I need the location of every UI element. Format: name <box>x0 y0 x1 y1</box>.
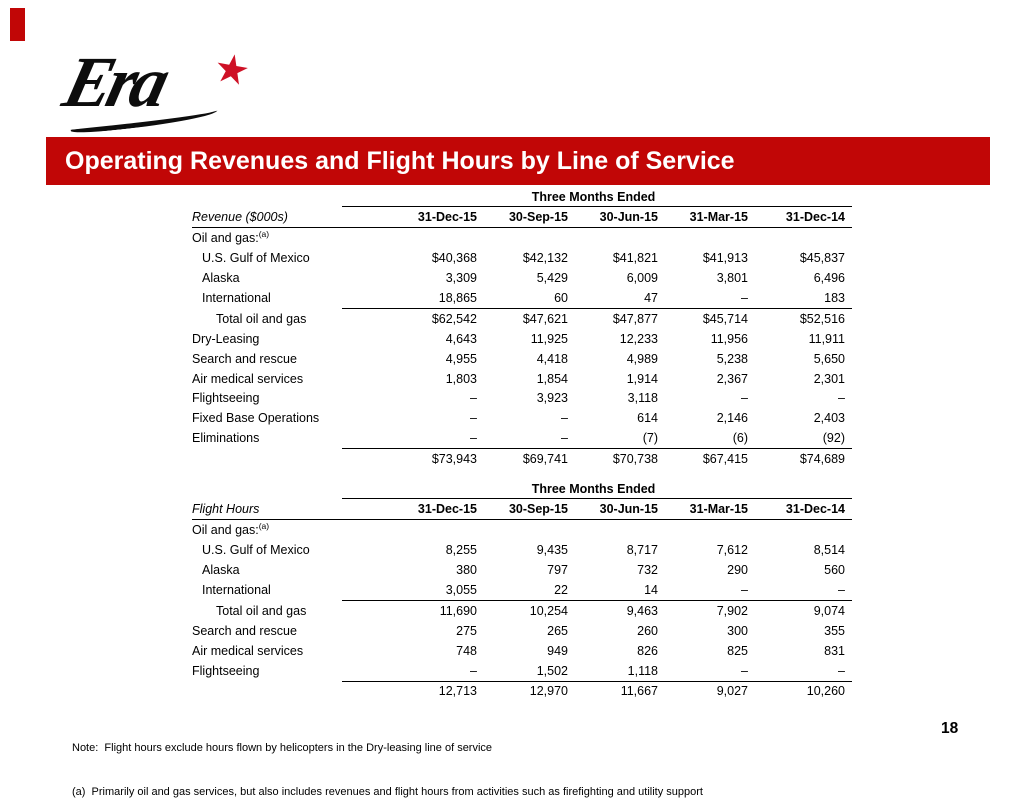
value-cell: 12,233 <box>619 331 658 346</box>
value-cell: $41,913 <box>702 251 748 266</box>
value-cell <box>342 228 477 248</box>
group-header: Three Months Ended <box>342 187 852 207</box>
value-cell <box>477 520 568 540</box>
revenue-table <box>192 187 852 469</box>
value-cell <box>477 228 568 248</box>
footnote-a: (a) Primarily oil and gas services, but also includes revenues and flight hours from activities such as firefighting and utility support <box>72 785 703 798</box>
title-bar <box>46 137 990 185</box>
row-label: Search and rescue <box>192 623 297 638</box>
column-header: 31-Mar-15 <box>658 207 748 228</box>
value-cell: 1,914 <box>626 371 658 386</box>
footnote-ref: (a) <box>258 521 270 532</box>
value-cell: (92) <box>748 428 852 448</box>
value-cell: 2,367 <box>716 371 748 386</box>
table-caption-label: Flight Hours <box>192 499 342 520</box>
value-cell: 183 <box>748 288 852 308</box>
value-cell: – <box>470 411 477 426</box>
row-label: Total oil and gas <box>216 603 307 618</box>
value-cell: $69,741 <box>522 452 568 467</box>
value-cell: 5,650 <box>813 351 845 366</box>
value-cell: 9,435 <box>536 543 568 558</box>
value-cell: 5,238 <box>716 351 748 366</box>
footnote-ref: (a) <box>258 229 270 240</box>
group-header-row <box>192 479 852 499</box>
value-cell: – <box>342 428 477 448</box>
table-row <box>192 389 852 409</box>
value-cell: 10,260 <box>806 684 845 699</box>
value-cell: – <box>748 580 852 600</box>
value-cell: 6,009 <box>626 271 658 286</box>
value-cell: $41,821 <box>612 251 658 266</box>
value-cell: $62,542 <box>431 311 477 326</box>
column-header: 30-Sep-15 <box>477 207 568 228</box>
table-row <box>192 540 852 560</box>
note-line: Note: Flight hours exclude hours flown by helicopters in the Dry-leasing line of service <box>72 742 493 754</box>
column-header: 30-Jun-15 <box>568 207 658 228</box>
value-cell: 9,463 <box>626 603 658 618</box>
value-cell: 11,690 <box>439 603 477 618</box>
column-header: 31-Dec-14 <box>748 499 852 520</box>
row-label <box>192 681 342 701</box>
value-cell: 4,418 <box>536 351 568 366</box>
value-cell: 3,801 <box>716 271 748 286</box>
value-cell: $47,877 <box>612 311 658 326</box>
table-row <box>192 520 852 540</box>
value-cell <box>568 520 658 540</box>
value-cell <box>342 520 477 540</box>
row-label: Flightseeing <box>192 391 260 406</box>
value-cell: $45,837 <box>799 251 845 266</box>
value-cell: $73,943 <box>431 452 477 467</box>
value-cell: 22 <box>477 580 568 600</box>
value-cell: – <box>342 661 477 681</box>
value-cell: 3,923 <box>536 391 568 406</box>
value-cell <box>568 228 658 248</box>
row-label: Search and rescue <box>192 351 297 366</box>
era-logo-text: Era <box>56 42 174 122</box>
value-cell: $52,516 <box>799 311 845 326</box>
value-cell: 831 <box>824 643 845 658</box>
row-label: U.S. Gulf of Mexico <box>202 251 310 266</box>
column-header: 31-Mar-15 <box>658 499 748 520</box>
value-cell: – <box>741 391 748 406</box>
value-cell <box>748 520 852 540</box>
value-cell: 9,027 <box>716 684 748 699</box>
group-header: Three Months Ended <box>342 479 852 499</box>
value-cell: 10,254 <box>529 603 568 618</box>
era-logo-star-icon: ★ <box>210 45 254 95</box>
column-header: 30-Jun-15 <box>568 499 658 520</box>
value-cell: 1,502 <box>477 661 568 681</box>
value-cell: 12,970 <box>529 684 568 699</box>
value-cell: 355 <box>824 623 845 638</box>
table-row <box>192 228 852 248</box>
value-cell: 11,667 <box>620 684 658 699</box>
row-label: Dry-Leasing <box>192 331 260 346</box>
value-cell: 6,496 <box>813 271 845 286</box>
corner-accent-mark <box>10 8 25 41</box>
table-row <box>192 248 852 268</box>
value-cell: – <box>470 391 477 406</box>
column-header: 30-Sep-15 <box>477 499 568 520</box>
value-cell: 3,309 <box>445 271 477 286</box>
flight-hours-table <box>192 479 852 701</box>
slide-title: Operating Revenues and Flight Hours by Line of Service <box>65 146 735 175</box>
value-cell: 1,118 <box>568 661 658 681</box>
column-header-row <box>192 207 852 228</box>
row-label: Oil and gas:$^{(a)}$ <box>192 521 270 538</box>
value-cell: 11,956 <box>710 331 748 346</box>
value-cell: 1,854 <box>536 371 568 386</box>
table-row <box>192 428 852 448</box>
value-cell: $45,714 <box>702 311 748 326</box>
value-cell: 8,255 <box>445 543 477 558</box>
value-cell: 14 <box>568 580 658 600</box>
column-header: 31-Dec-14 <box>748 207 852 228</box>
group-header-row <box>192 187 852 207</box>
value-cell: 380 <box>456 563 477 578</box>
value-cell: 3,055 <box>342 580 477 600</box>
table-row <box>192 329 852 349</box>
value-cell: 797 <box>547 563 568 578</box>
value-cell: 748 <box>456 643 477 658</box>
value-cell: 7,902 <box>716 603 748 618</box>
value-cell: 47 <box>568 288 658 308</box>
value-cell: 614 <box>637 411 658 426</box>
value-cell: 11,925 <box>530 331 568 346</box>
table-row <box>192 641 852 661</box>
row-label <box>192 449 342 469</box>
table-row <box>192 661 852 681</box>
table-row <box>192 681 852 701</box>
table-row <box>192 580 852 600</box>
value-cell: – <box>658 661 748 681</box>
table-row <box>192 268 852 288</box>
table-row <box>192 600 852 620</box>
footnotes <box>72 712 703 799</box>
spacer-cell <box>192 187 342 207</box>
table-row <box>192 449 852 469</box>
value-cell: 8,717 <box>626 543 658 558</box>
value-cell: 12,713 <box>438 684 477 699</box>
table-row <box>192 560 852 580</box>
value-cell: 825 <box>727 643 748 658</box>
row-label: Alaska <box>202 271 240 286</box>
row-label: Flightseeing <box>192 663 260 678</box>
value-cell: 9,074 <box>813 603 845 618</box>
table-row <box>192 408 852 428</box>
value-cell: 2,403 <box>813 411 845 426</box>
spacer-cell <box>192 479 342 499</box>
row-label: Eliminations <box>192 431 260 446</box>
value-cell: (6) <box>658 428 748 448</box>
value-cell: 4,989 <box>626 351 658 366</box>
value-cell: 260 <box>637 623 658 638</box>
value-cell: 5,429 <box>536 271 568 286</box>
value-cell: 2,146 <box>716 411 748 426</box>
row-label: Air medical services <box>192 371 304 386</box>
table-caption-label: Revenue ($000s) <box>192 207 342 228</box>
table-row <box>192 621 852 641</box>
value-cell: 300 <box>727 623 748 638</box>
value-cell: 18,865 <box>342 288 477 308</box>
column-header: 31-Dec-15 <box>342 499 477 520</box>
value-cell: 4,955 <box>445 351 477 366</box>
value-cell: $70,738 <box>612 452 658 467</box>
era-logo <box>56 42 276 138</box>
value-cell: 2,301 <box>813 371 845 386</box>
table-row <box>192 288 852 308</box>
value-cell: – <box>748 661 852 681</box>
value-cell: 8,514 <box>813 543 845 558</box>
value-cell: 3,118 <box>627 391 658 406</box>
value-cell: 4,643 <box>445 331 477 346</box>
value-cell: 560 <box>824 563 845 578</box>
value-cell: – <box>561 411 568 426</box>
row-label: Fixed Base Operations <box>192 411 320 426</box>
row-label: U.S. Gulf of Mexico <box>202 543 310 558</box>
value-cell: 732 <box>637 563 658 578</box>
value-cell: 275 <box>456 623 477 638</box>
value-cell: – <box>477 428 568 448</box>
value-cell: 60 <box>477 288 568 308</box>
value-cell <box>658 520 748 540</box>
value-cell <box>748 228 852 248</box>
value-cell: 265 <box>547 623 568 638</box>
value-cell: – <box>658 288 748 308</box>
row-label: Oil and gas:$^{(a)}$ <box>192 229 270 246</box>
table-row <box>192 308 852 328</box>
value-cell: $67,415 <box>702 452 748 467</box>
value-cell: 949 <box>547 643 568 658</box>
column-header-row <box>192 499 852 520</box>
value-cell: 1,803 <box>445 371 477 386</box>
value-cell: – <box>658 580 748 600</box>
table-row <box>192 349 852 369</box>
value-cell: – <box>838 391 845 406</box>
value-cell: 11,911 <box>808 331 845 346</box>
page-number: 18 <box>941 720 959 737</box>
value-cell: $40,368 <box>431 251 477 266</box>
row-label: International <box>202 583 271 598</box>
value-cell: 826 <box>637 643 658 658</box>
value-cell: $47,621 <box>522 311 568 326</box>
row-label: Alaska <box>202 563 240 578</box>
value-cell: $42,132 <box>522 251 568 266</box>
row-label: Total oil and gas <box>216 311 307 326</box>
table-row <box>192 369 852 389</box>
column-header: 31-Dec-15 <box>342 207 477 228</box>
value-cell: 290 <box>727 563 748 578</box>
value-cell <box>658 228 748 248</box>
value-cell: (7) <box>568 428 658 448</box>
value-cell: $74,689 <box>799 452 845 467</box>
row-label: Air medical services <box>192 643 304 658</box>
row-label: International <box>202 291 271 306</box>
value-cell: 7,612 <box>716 543 748 558</box>
